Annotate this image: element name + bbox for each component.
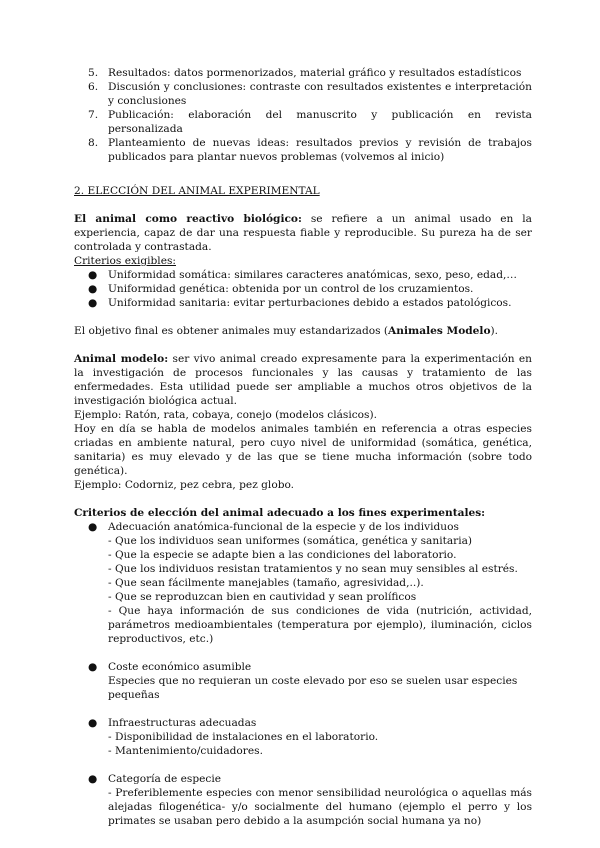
criterios-list [74, 268, 532, 310]
animales-modelo-term: Animales Modelo [388, 325, 491, 337]
item-text: Publicación: elaboración del manuscrito y publicación en revista personalizada [108, 109, 532, 135]
criterios-label: Criterios exigibles: [74, 255, 176, 267]
item-text: Resultados: datos pormenorizados, material gráfico y resultados estadísticos [108, 67, 522, 79]
list-item [74, 108, 532, 136]
item-text: Discusión y conclusiones: contraste con resultados existentes e interpretación y conclusiones [108, 81, 532, 107]
list-item: ● Coste económico asumible Especies que no requieran un coste elevado por eso se suelen usar especies pequeñas [88, 661, 518, 701]
list-item: ● Uniformidad sanitaria: evitar perturbaciones debido a estados patológicos. [88, 297, 512, 309]
reactivo-term: El animal como reactivo biológico: [74, 213, 302, 225]
list-item: ● Categoría de especie - Preferiblemente especies con menor sensibilidad neurológica o aquellas más alejadas filogenética- y/o socialmente del humano (ejemplo el perro y los primates se usaban pero debido a la asumpción social humana ya no) [88, 773, 532, 827]
numbered-list [74, 66, 532, 164]
item-text: Planteamiento de nuevas ideas: resultados previos y revisión de trabajos publicados para plantar nuevos problemas (volvemos al inicio) [108, 137, 532, 163]
ejemplo-2: Ejemplo: Codorniz, pez cebra, pez globo. [74, 479, 295, 491]
list-item: ● Uniformidad somática: similares caracteres anatómicas, sexo, peso, edad,… [88, 269, 517, 281]
section-heading: 2. ELECCIÓN DEL ANIMAL EXPERIMENTAL [74, 185, 320, 197]
bullet: ● [88, 521, 98, 533]
modelo-paragraph: Animal modelo: ser vivo animal creado expresamente para la experimentación en la investigación de procesos funcionales y las causas y tratamiento de las enfermedades. Esta utilidad puede ser ampliable a muchos otros objetivos de la investigación biológica actual. [74, 353, 532, 407]
list-item [74, 136, 532, 164]
reactivo-text: se refiere a un animal usado en la experiencia, capaz de dar una respuesta fiable y reproducible. Su pureza ha de ser controlada y contrastada. [74, 213, 532, 253]
modelo-term: Animal modelo: [74, 353, 169, 365]
bullet: ● [88, 283, 98, 295]
criterios-heading: Criterios de elección del animal adecuado a los fines experimentales: [74, 507, 486, 519]
hoy-paragraph: Hoy en día se habla de modelos animales también en referencia a otras especies criadas en ambiente natural, pero cuyo nivel de uniformidad (somática, genética, sanitaria) es muy elevado y de las que se tiene mucha información (sobre todo genética). [74, 423, 532, 477]
document-page [74, 66, 532, 828]
item-number: 5. [88, 67, 99, 79]
list-item [74, 66, 532, 80]
ejemplo-1: Ejemplo: Ratón, rata, cobaya, conejo (modelos clásicos). [74, 409, 377, 421]
bullet: ● [88, 297, 98, 309]
item-number: 7. [88, 109, 99, 121]
reactivo-paragraph [74, 212, 532, 254]
list-item: ● Adecuación anatómica-funcional de la especie y de los individuos - Que los individuos sean uniformes (somática, genética y sanitaria) - Que la especie se adapte bien a las condiciones del laboratorio. - Que los individuos resistan tratamientos y no sean muy sensibles al estrés. - Que sean fácilmente manejables (tamaño, agresividad,..). - Que se reproduzcan bien en cautividad y sean prolíficos - Que haya información de sus condiciones de vida (nutrición, actividad, parámetros medioambientales (temperatura por ejemplo), iluminación, ciclos reproductivos, etc.) [88, 521, 532, 645]
list-item: ● Infraestructuras adecuadas - Disponibilidad de instalaciones en el laboratorio. - Mantenimiento/cuidadores. [88, 717, 379, 757]
bullet: ● [88, 773, 98, 785]
list-item: ● Uniformidad genética: obtenida por un control de los cruzamientos. [88, 283, 474, 295]
list-item [74, 80, 532, 108]
item-number: 6. [88, 81, 99, 93]
bullet: ● [88, 269, 98, 281]
objetivo-paragraph: El objetivo final es obtener animales muy estandarizados (Animales Modelo). [74, 325, 499, 337]
bullet: ● [88, 661, 98, 673]
criterios-eleccion-list [74, 520, 532, 828]
item-number: 8. [88, 137, 99, 149]
bullet: ● [88, 717, 98, 729]
